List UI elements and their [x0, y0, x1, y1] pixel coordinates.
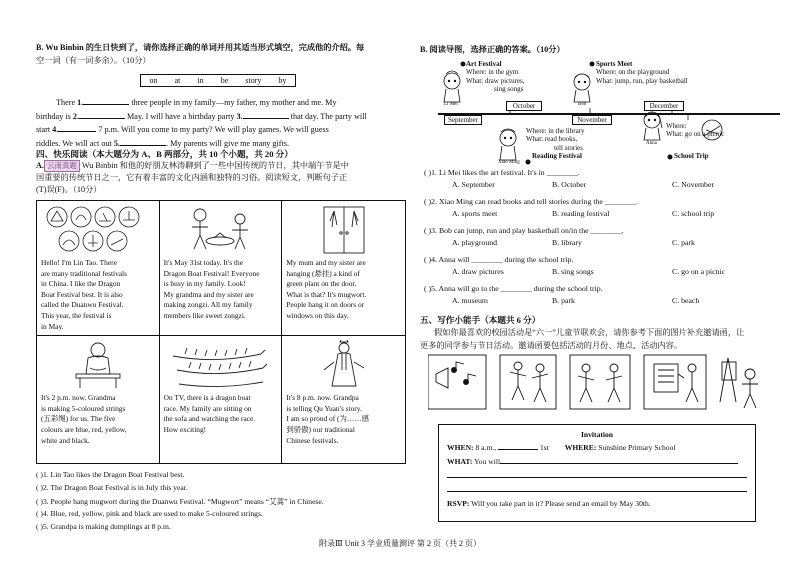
option-a[interactable]: A. playground: [452, 238, 498, 247]
tf-question-5[interactable]: ( )5. Grandpa is making dumplings at 8 p.m.: [36, 522, 171, 531]
strings-picture: [41, 339, 155, 391]
option-c[interactable]: C. school trip: [672, 209, 715, 218]
right-partB-title: B. 阅读导图，选择正确的答案。（10分）: [420, 45, 565, 54]
answer-line[interactable]: [447, 483, 747, 492]
passage-line: riddles. We will act out 5. . My parents will give me many gifts.: [36, 138, 290, 148]
blank-5[interactable]: [120, 137, 166, 146]
option-a[interactable]: A. September: [452, 180, 495, 189]
mc-question-1[interactable]: ( )1. Li Mei likes the art festival. It's in ________.: [424, 168, 580, 177]
writing-instructions-2: 更多的同学参与节日活动。邀请函要包括活动的月份、地点、活动内容。: [420, 341, 683, 350]
sports-meet-info: Sports Meet Where: on the playground What: jump, run, play basketball: [596, 60, 688, 85]
word: in: [197, 76, 204, 85]
blank-1[interactable]: [83, 96, 129, 105]
festivals-picture: [41, 204, 155, 256]
art-festival-info: Art Festival Where: in the gym What: draw pictures, sing songs: [466, 60, 525, 94]
option-a[interactable]: A. sports meet: [452, 209, 498, 218]
section-5-title: 五、写作小能手（本题共 6 分）: [420, 315, 541, 325]
mc-options-5: [424, 296, 774, 313]
yunnan-tag: 云南真题: [44, 160, 80, 172]
mc-question-4[interactable]: ( )4. Anna will ________ during the school trip.: [424, 255, 574, 264]
school-trip-info: Where: What: go on a picnic: [666, 122, 725, 139]
dragon-boat-icon: [165, 340, 275, 390]
what-line-2: [447, 469, 747, 483]
festival-icons-icon: [43, 205, 153, 255]
option-a[interactable]: A. draw pictures: [452, 267, 504, 276]
story-cell: [282, 201, 405, 336]
option-c[interactable]: C. go on a picnic: [672, 267, 726, 276]
story-cell: [37, 201, 160, 336]
cloze-passage: [36, 96, 408, 150]
door-mugwort-icon: [294, 205, 394, 255]
cell-text: On TV, there is a dragon boat race. My family are sitting on the sofa and watching the race. How exciting!: [163, 393, 256, 434]
option-b[interactable]: B. October: [552, 180, 587, 189]
passage-line: There 1. three people in my family—my father, my mother and me. My: [56, 98, 337, 107]
mc-question-2[interactable]: ( )2. Xiao Ming can read books and tell stories during the ________.: [424, 197, 638, 206]
story-cell: [37, 336, 160, 463]
month-blank[interactable]: [498, 441, 538, 450]
partA-intro-2: 国重要的传统节日之一，它有着丰富的文化内涵和独特的习俗。阅读短文，判断句子正: [36, 173, 348, 182]
name-bob: Bob: [578, 102, 587, 107]
section-4-title: 四、快乐阅读（本大题分为 A、B 两部分，共 10 个小题，共 20 分）: [36, 149, 293, 159]
option-b[interactable]: B. library: [552, 238, 582, 247]
cell-text: It's 8 p.m. now. Grandpa is telling Qu Yuan's story. I am so proud of (为……感 到骄傲) our traditional Chinese festivals.: [286, 393, 370, 445]
mind-map: [430, 56, 780, 168]
word: story: [245, 76, 262, 85]
passage-line: start 4. 7 p.m. Will you come to my party? We will play games. We will guess: [36, 125, 329, 134]
blank-3[interactable]: [243, 110, 289, 119]
word-box: [140, 74, 296, 87]
what-row: WHAT: You will: [447, 455, 747, 469]
mc-question-3[interactable]: ( )3. Bob can jump, run and play basketball on/in the ________.: [424, 226, 624, 235]
activity-pictures-icon: [428, 354, 778, 410]
zongzi-picture: [164, 204, 278, 256]
month-september: September: [444, 115, 482, 125]
story-cell: [160, 336, 283, 463]
story-cell: [282, 336, 405, 463]
making-zongzi-icon: [170, 205, 270, 255]
month-october: October: [506, 101, 542, 111]
option-c[interactable]: C. park: [672, 238, 695, 247]
cell-text: It's May 31st today. It's the Dragon Boat Festival! Everyone is busy in my family. Look! My grandma and my sister are making zongzi. All my family members like sweet zongzi.: [163, 258, 260, 320]
option-a[interactable]: A. museum: [452, 296, 488, 305]
invitation-card: [438, 424, 756, 522]
what-blank[interactable]: [500, 455, 738, 464]
tf-question-1[interactable]: ( )1. Lin Tao likes the Dragon Boat Festival best.: [36, 470, 185, 479]
mc-options-2: [424, 209, 774, 226]
word: on: [149, 76, 158, 85]
what-line-3: [447, 483, 747, 497]
blank-2[interactable]: [79, 110, 125, 119]
mc-question-5[interactable]: ( )5. Anna will go to the ________ during the school trip.: [424, 284, 603, 293]
story-grid: [36, 200, 406, 464]
boat-race-picture: [164, 339, 278, 391]
partA-intro: A. 云南真题 Wu Binbin 和他的好朋友林涛聊到了一些中国传统的节日，其中端午节是中: [36, 161, 349, 170]
qu-yuan-icon: [294, 340, 394, 390]
cell-text: My mum and my sister are hanging (悬挂) a kind of green plant on the door. What is that? It's mugwort. People hang it on doors or windows on this day.: [286, 258, 367, 320]
reading-festival-info: Where: in the library What: read books, tell stories Reading Festival: [526, 127, 585, 161]
option-b[interactable]: B. sing songs: [552, 267, 594, 276]
grandma-strings-icon: [48, 340, 148, 390]
answer-line[interactable]: [447, 469, 747, 478]
story-cell: [160, 201, 283, 336]
rsvp-row: RSVP: Will you take part in it? Please send an email by May 30th.: [447, 499, 651, 508]
invitation-title: Invitation: [580, 430, 614, 439]
tf-question-3[interactable]: ( )3. People hang mugwort during the Duanwu Festival. “Mugwort” means “艾蒿” in Chinese.: [36, 497, 324, 506]
mugwort-picture: [286, 204, 401, 256]
option-c[interactable]: C. November: [672, 180, 715, 189]
tf-question-2[interactable]: ( )2. The Dragon Boat Festival is in July this year.: [36, 483, 188, 492]
partB-title: B. Wu Binbin 的生日快到了，请你选择正确的单词并用其适当形式填空，完成他的介绍。每: [36, 43, 365, 52]
writing-instructions-1: 假如你最喜欢的校园活动是“六一”儿童节联欢会，请你参考下面的图片补充邀请函，让: [434, 328, 745, 337]
cell-text: It's 2 p.m. now. Grandma is making 5-coloured strings (五彩绳) for us. The five colours are blue, red, yellow, white and black.: [41, 393, 127, 445]
mc-options-1: [424, 180, 774, 197]
word: by: [278, 76, 287, 85]
when-row: WHEN: 8 a.m., 1st WHERE: Sunshine Primary School: [447, 443, 676, 452]
option-c[interactable]: C. beach: [672, 296, 700, 305]
partA-intro-3: (T)误(F)。（10分）: [36, 185, 102, 194]
word: at: [174, 76, 181, 85]
option-b[interactable]: B. park: [552, 296, 575, 305]
school-trip-title: School Trip: [674, 152, 709, 160]
name-xiao-ming: Xiao Ming: [498, 160, 520, 165]
cell-text: Hello! I'm Lin Tao. There are many traditional festivals in China. I like the Dragon Boat Festival best. It is also called the Duanwu Festival. This year, the festival is in May.: [41, 258, 127, 331]
qu-yuan-picture: [286, 339, 401, 391]
name-li-mei: Li Mei: [444, 102, 458, 107]
mc-questions: [424, 168, 774, 313]
page-footer: 附录Ⅲ Unit 3 学业质量测评 第 2 页（共 2 页）: [319, 539, 481, 548]
blank-4[interactable]: [58, 123, 96, 132]
month-november: November: [572, 115, 612, 125]
passage-line: birthday is 2. May. I will have a birthday party 3. that day. The party will: [36, 111, 367, 121]
tf-question-4[interactable]: ( )4. Blue, red, yellow, pink and black are used to make 5-coloured strings.: [36, 509, 263, 518]
mc-options-3: [424, 238, 774, 255]
partB-title-2: 空一词（有一词多余）。（10分）: [36, 56, 151, 65]
word: be: [220, 76, 229, 85]
name-anna: Anna: [646, 141, 657, 146]
mc-options-4: [424, 267, 774, 284]
option-b[interactable]: B. reading festival: [552, 209, 610, 218]
month-december: December: [644, 101, 684, 111]
